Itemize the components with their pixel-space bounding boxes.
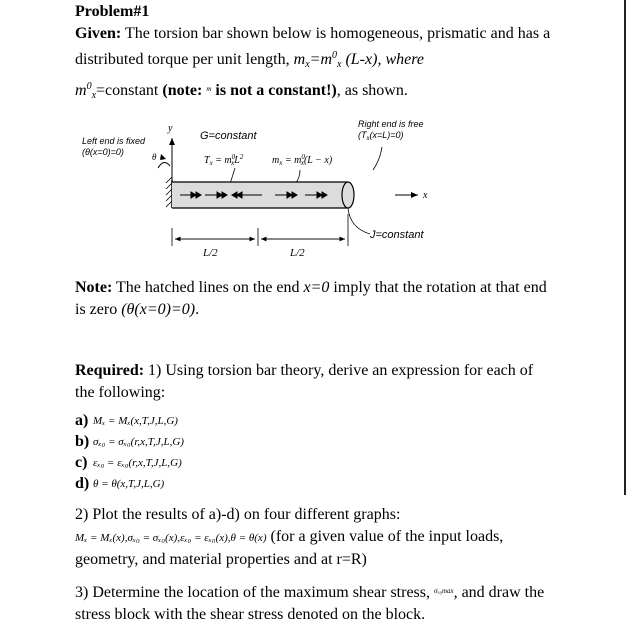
- left-label-2: (θ(x=0)=0): [82, 147, 124, 157]
- dimension-lines: [172, 214, 348, 246]
- given-eq: =m: [309, 51, 332, 68]
- part-3-text-a: 3) Determine the location of the maximum shear stress,: [75, 584, 435, 601]
- right-label-1: Right end is free: [358, 119, 424, 129]
- required-item-b: [75, 431, 184, 452]
- part-3-symbol: σₓ₀max: [434, 587, 454, 595]
- given-note-m: m: [206, 85, 212, 93]
- item-formula: θ = θ(x,T,J,L,G): [93, 477, 165, 490]
- part-2-text-a: 2) Plot the results of a)-d) on four different graphs:: [75, 506, 401, 523]
- required-item-a: [75, 410, 184, 431]
- item-formula: σₓ₀ = σₓ₀(r,x,T,J,L,G): [93, 435, 184, 448]
- note-text-1: The hatched lines on the end: [112, 279, 304, 296]
- right-pointer: [373, 147, 382, 170]
- tx-equation: $T_x = m^0$ $xL^2$: [204, 153, 244, 167]
- part-3-paragraph: [75, 580, 555, 626]
- item-label: d): [75, 474, 90, 492]
- left-label-1: Left end is fixed: [82, 136, 146, 146]
- note-text-2: imply that the rotation at that end is zero: [75, 279, 547, 318]
- note-x0: x=0: [303, 279, 330, 296]
- note-condition: (θ(x=0)=0): [121, 301, 196, 318]
- part-2-paragraph: [75, 504, 555, 571]
- given-m: m: [293, 51, 306, 68]
- mx-equation: $m_x = m^0$ x(L − x): [272, 153, 333, 167]
- dim-right-label: L/2: [290, 247, 305, 259]
- given-zero: 0: [332, 50, 337, 61]
- given-note: (note:: [162, 82, 207, 99]
- theta-arc: [158, 162, 170, 168]
- theta-symbol: θ: [152, 152, 157, 162]
- fixed-wall: [166, 177, 172, 208]
- required-item-d: [75, 473, 184, 494]
- part-3-text-b: , and draw the stress block with the shear stress denoted on the block.: [75, 584, 545, 623]
- given-m0-sup: 0: [86, 81, 92, 92]
- given-note-rest: is not a constant!): [211, 82, 337, 99]
- given-tail: , as shown.: [336, 82, 408, 99]
- given-const: =constant: [96, 82, 163, 99]
- required-text: 1) Using torsion bar theory, derive an expression for each of the following:: [75, 362, 534, 401]
- note-paragraph: [75, 277, 555, 321]
- note-period: .: [195, 301, 200, 318]
- part-2-text-b: (for a given value of the input loads, geometry, and material properties and at r=R): [75, 528, 504, 568]
- right-label-2: $(T_x(x=L)=0)$: [358, 130, 404, 142]
- note-label: Note:: [75, 279, 113, 296]
- given-m0: m: [75, 82, 87, 99]
- theta-arrowhead: [160, 154, 166, 160]
- required-items-list: [75, 410, 184, 494]
- item-label: c): [75, 453, 88, 471]
- j-constant-label: J=constant: [370, 229, 424, 241]
- item-label: b): [75, 432, 90, 450]
- item-formula: εₓ₀ = εₓ₀(r,x,T,J,L,G): [93, 456, 182, 469]
- given-x2: x: [337, 59, 342, 70]
- given-label: Given:: [75, 25, 122, 42]
- required-item-c: [75, 452, 184, 473]
- scrollbar-track[interactable]: [624, 0, 626, 495]
- problem-title: Problem#1: [75, 3, 150, 20]
- item-label: a): [75, 411, 89, 429]
- given-m0-sub: x: [91, 90, 97, 101]
- item-formula: Mₓ = Mₓ(x,T,J,L,G): [93, 414, 178, 427]
- required-paragraph: [75, 360, 555, 404]
- x-axis-label: x: [423, 190, 428, 201]
- part-2-formula: Mₓ = Mₓ(x),σₓ₀ = σₓ₀(x),εₓ₀ = εₓ₀(x),θ = θ(x): [75, 532, 267, 544]
- given-rest: (L-x), where: [341, 51, 424, 68]
- given-m-sub: x: [305, 59, 310, 70]
- given-text: The torsion bar shown below is homogeneous, prismatic and has a distributed torque per unit length,: [75, 25, 551, 68]
- required-label: Required:: [75, 362, 145, 379]
- dim-left-label: L/2: [203, 247, 218, 259]
- y-axis-label: y: [168, 123, 173, 134]
- g-constant-label: G=constant: [200, 130, 257, 142]
- j-pointer: [348, 208, 370, 234]
